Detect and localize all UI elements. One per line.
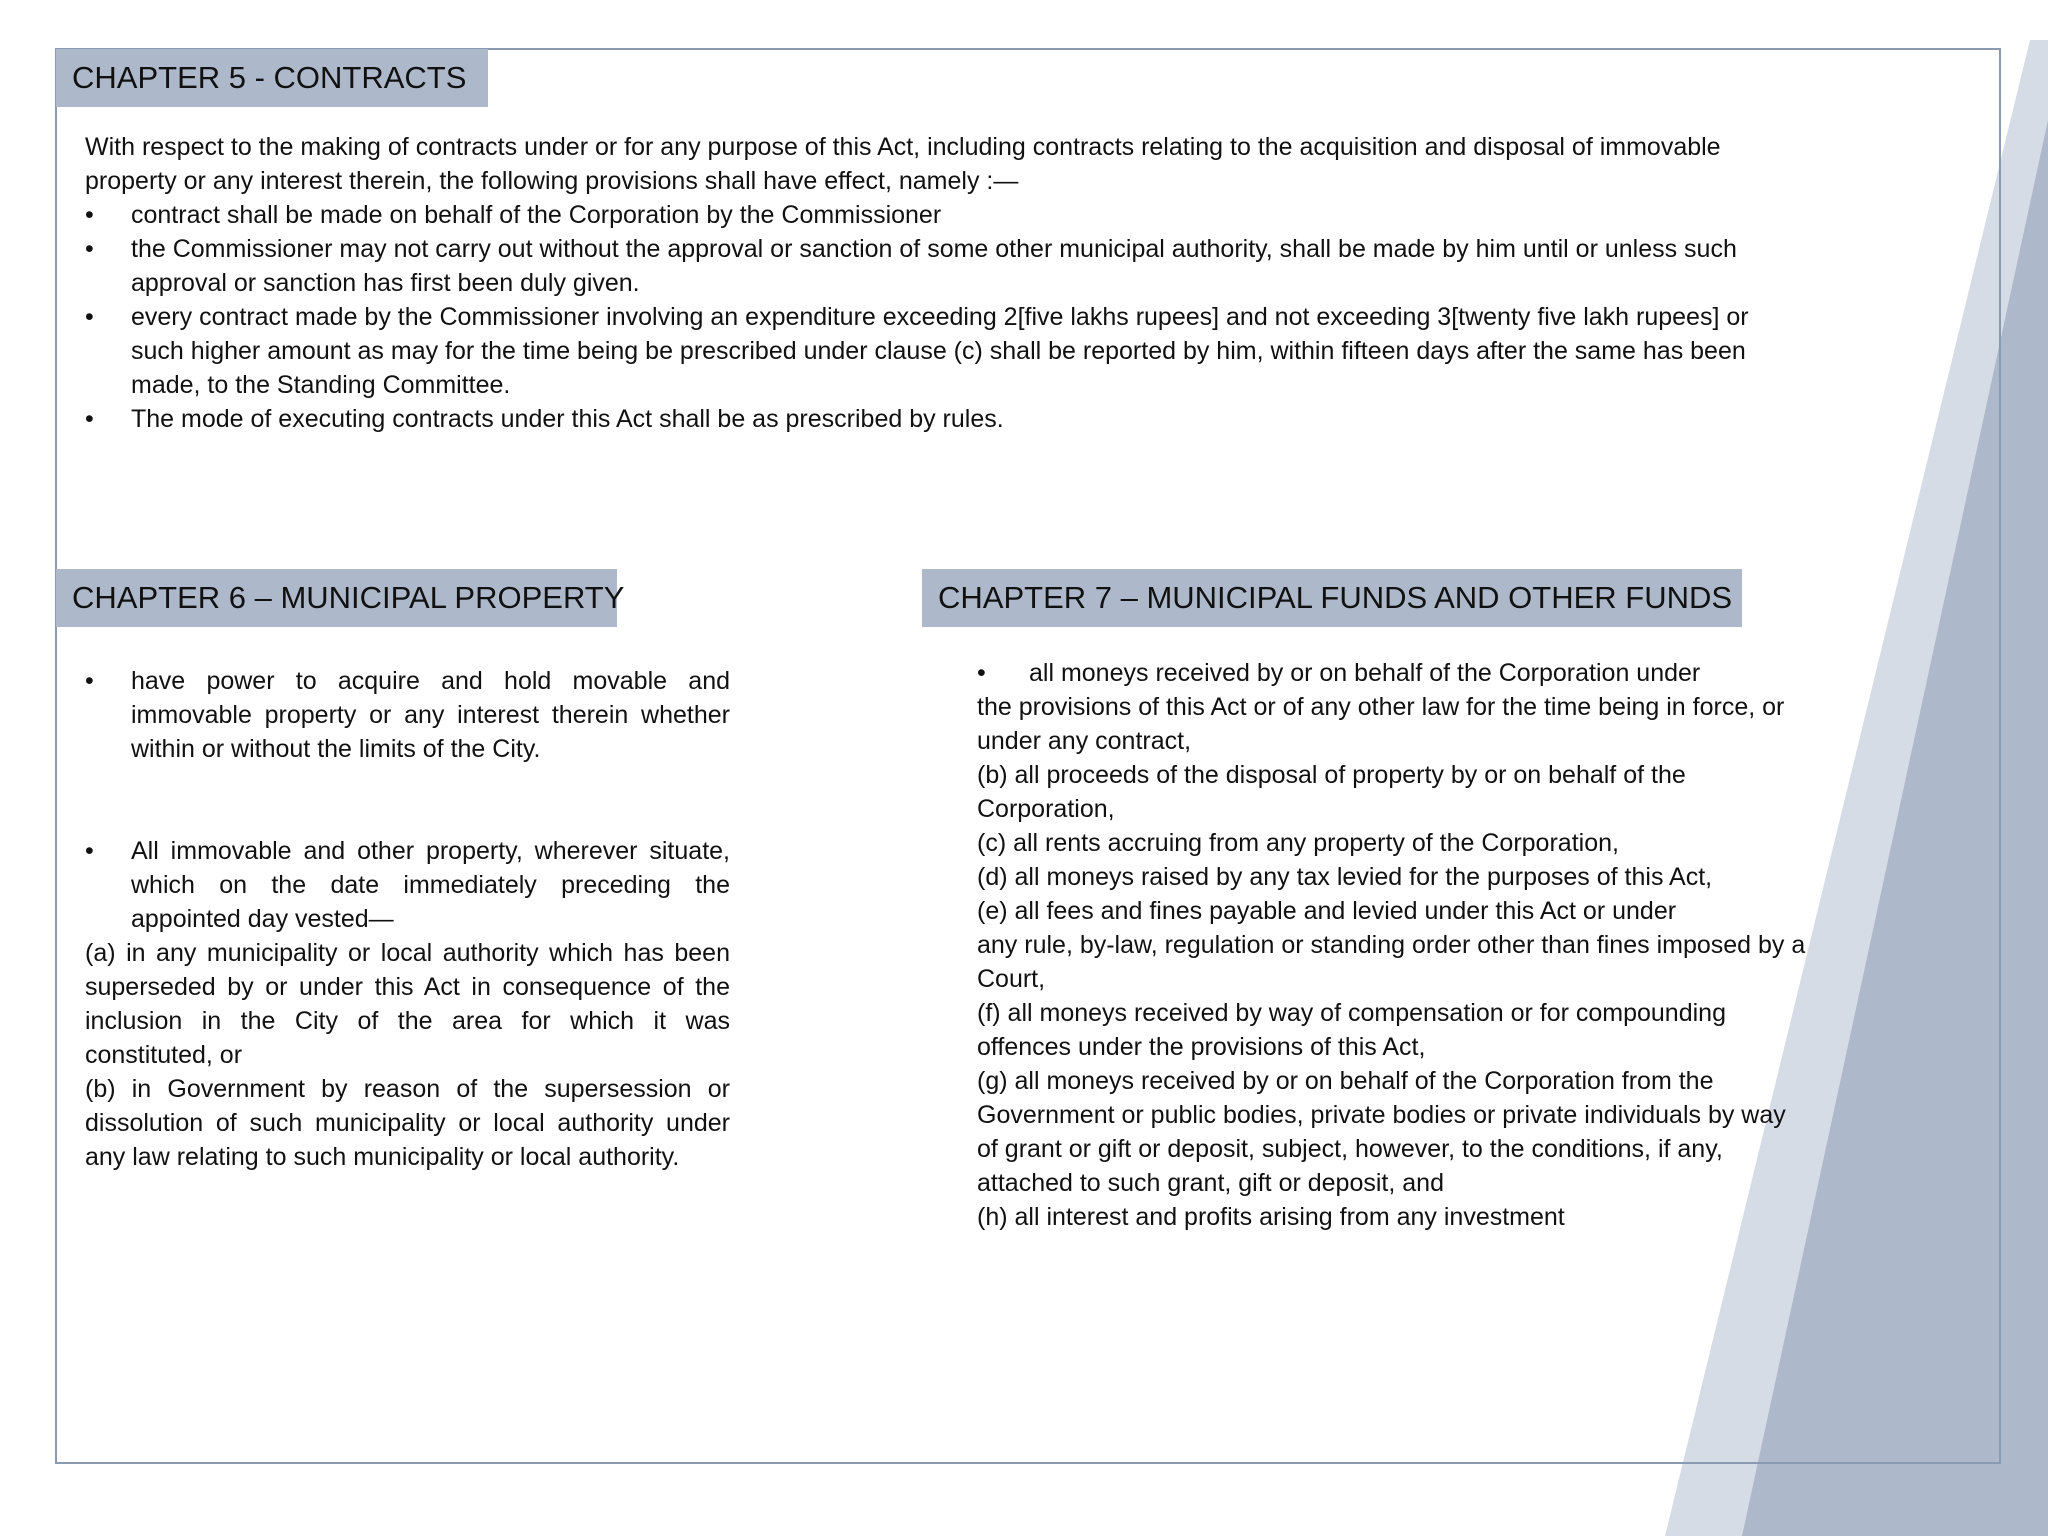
chapter7-clause: (c) all rents accruing from any property of the Corporation, (977, 829, 1619, 857)
spacer (85, 766, 730, 834)
bullet-icon: • (85, 837, 94, 865)
chapter5-bullet: • The mode of executing contracts under this Act shall be as prescribed by rules. (85, 402, 1805, 436)
chapter6-heading: CHAPTER 6 – MUNICIPAL PROPERTY (56, 569, 617, 627)
chapter7-clause: (f) all moneys received by way of compensation or for compounding offences under the provisions of this Act, (977, 999, 1726, 1061)
bullet-icon: • (977, 659, 986, 687)
chapter7-clause-a-cont: the provisions of this Act or of any other law for the time being in force, or under any contract, (977, 693, 1785, 755)
chapter5-bullet: • the Commissioner may not carry out without the approval or sanction of some other municipal authority, shall be made by him until or unless such approval or sanction has first been duly given. (85, 232, 1805, 300)
chapter7-heading: CHAPTER 7 – MUNICIPAL FUNDS AND OTHER FUNDS (922, 569, 1742, 627)
chapter7-clause: (d) all moneys raised by any tax levied for the purposes of this Act, (977, 863, 1713, 891)
chapter7-clause: (e) all fees and fines payable and levied under this Act or under (977, 897, 1677, 925)
chapter7-clause: (b) all proceeds of the disposal of property by or on behalf of the Corporation, (977, 761, 1686, 823)
chapter6-bullet: • have power to acquire and hold movable and immovable property or any interest therein whether within or without the limits of the City. (85, 664, 730, 766)
chapter5-body (85, 130, 1805, 436)
chapter7-body (977, 656, 1807, 1234)
chapter6-clause-a: (a) in any municipality or local authority which has been superseded by or under this Act in consequence of the inclusion in the City of the area for which it was constituted, or (85, 939, 730, 1069)
chapter7-clause: (g) all moneys received by or on behalf of the Corporation from the Government or public bodies, private bodies or private individuals by way of grant or gift or deposit, subject, however, to the conditions, if any, attached to such grant, gift or deposit, and (977, 1067, 1786, 1197)
chapter5-intro: With respect to the making of contracts under or for any purpose of this Act, including contracts relating to the acquisition and disposal of immovable property or any interest therein, the following provisions shall have effect, namely :— (85, 133, 1721, 195)
bullet-icon: • (85, 201, 94, 229)
chapter5-bullet: • every contract made by the Commissioner involving an expenditure exceeding 2[five lakhs rupees] and not exceeding 3[twenty five lakh rupees] or such higher amount as may for the time being be prescribed under clause (c) shall be reported by him, within fifteen days after the same has been made, to the Standing Committee. (85, 300, 1805, 402)
bullet-icon: • (85, 235, 94, 263)
bullet-icon: • (85, 667, 94, 695)
chapter6-bullet: • All immovable and other property, wherever situate, which on the date immediately preceding the appointed day vested— (85, 834, 730, 936)
bullet-icon: • (85, 405, 94, 433)
bullet-icon: • (85, 303, 94, 331)
chapter5-bullet: • contract shall be made on behalf of the Corporation by the Commissioner (85, 198, 1805, 232)
chapter7-clause: any rule, by-law, regulation or standing order other than fines imposed by a Court, (977, 931, 1806, 993)
chapter7-bullet: • all moneys received by or on behalf of the Corporation under (977, 656, 1807, 690)
chapter7-clause: (h) all interest and profits arising from any investment (977, 1203, 1565, 1231)
chapter6-body (85, 664, 730, 1174)
chapter5-heading: CHAPTER 5 - CONTRACTS (56, 49, 488, 107)
chapter6-clause-b: (b) in Government by reason of the supersession or dissolution of such municipality or local authority under any law relating to such municipality or local authority. (85, 1075, 730, 1171)
